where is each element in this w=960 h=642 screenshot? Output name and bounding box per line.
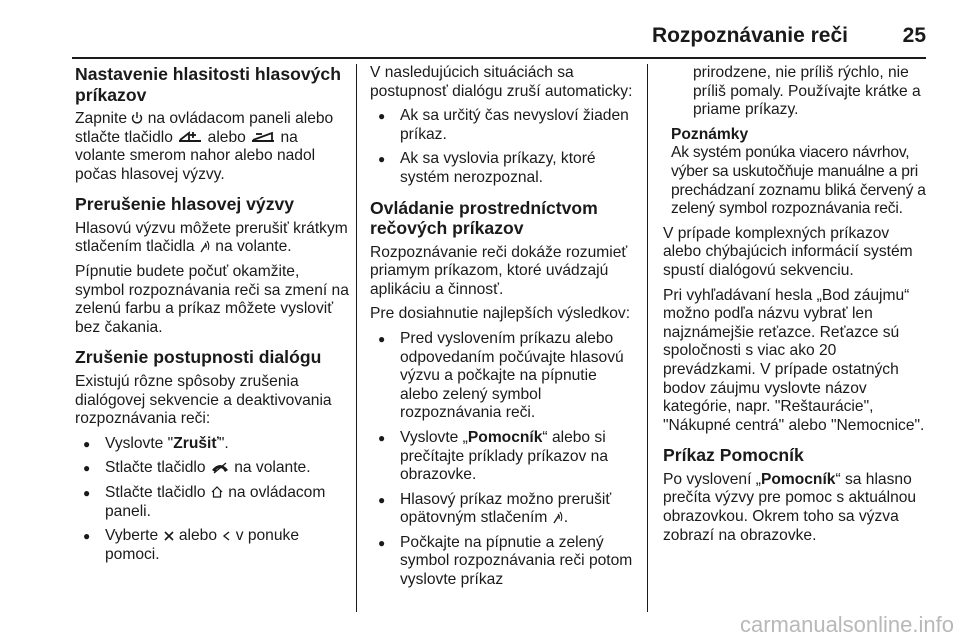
voice-icon [199, 239, 211, 253]
column-3 [663, 64, 931, 551]
hang-up-icon [210, 462, 230, 474]
page-title: Rozpoznávanie reči [651, 24, 848, 47]
list-item: ● Vyslovte „Pomocník“ alebo si prečítajte príklady príkazov na obrazovke. [370, 429, 636, 485]
cancel-list [75, 435, 349, 565]
heading-control: Ovládanie prostredníctvom rečových príkazov [370, 197, 598, 239]
paragraph-poi: Pri vyhľadávaní hesla „Bod záujmu“ možno podľa názvu vybrať len najznámejšie reťazce. Reťazce sú spoločnosti s viac ako 20 prevádzkami. V prípade ostatných bodov záujmu vyslovte názov kategórie, napr. "Reštaurácie", "Nákupné centrá" alebo "Nemocnice". [663, 286, 925, 434]
auto-cancel-list [370, 107, 636, 187]
paragraph-beep: Pípnutie budete počuť okamžite, symbol rozpoznávania reči sa zmení na zelenú farbu a príkaz môžete vysloviť bez čakania. [75, 263, 349, 336]
voice-icon [552, 510, 564, 524]
note-text: Ak systém ponúka viacero návrhov, výber sa uskutočňuje manuálne a pri prechádzaní zoznamu bliká červený a zelený symbol rozpoznávania reči. [671, 144, 926, 218]
paragraph-cancel: Existujú rôzne spôsoby zrušenia dialógovej sekvencie a deaktivovania rozpoznávania reči: [75, 372, 332, 428]
paragraph-control: Rozpoznávanie reči dokáže rozumieť priamym príkazom, ktoré uvádzajú aplikáciu a činnosť. [370, 243, 628, 298]
tips-list [370, 330, 636, 590]
list-item: ● Hlasový príkaz možno prerušiť opätovným stlačením . [370, 491, 636, 528]
column-1 [75, 64, 349, 570]
watermark: carmanualsonline.info [739, 612, 954, 637]
page-number: 25 [902, 24, 926, 47]
list-item: ● Stlačte tlačidlo na ovládacom paneli. [75, 484, 349, 521]
paragraph-best: Pre dosiahnutie najlepších výsledkov: [370, 305, 631, 323]
column-divider [356, 64, 357, 612]
heading-interrupt: Prerušenie hlasovej výzvy [75, 194, 295, 215]
volume-down-icon [250, 130, 276, 144]
back-icon [221, 530, 231, 542]
note-title: Poznámky [671, 125, 749, 143]
heading-help: Príkaz Pomocník [663, 445, 804, 466]
paragraph-help: Po vyslovení „Pomocník“ sa hlasno prečíta výzvy pre pomoc s aktuálnou obrazovkou. Okrem toho sa výzva zobrazí na obrazovke. [663, 470, 917, 544]
paragraph-complex: V prípade komplexných príkazov alebo chýbajúcich informácií systém spustí dialógovú sekvenciu. [663, 224, 913, 279]
list-item: ● Stlačte tlačidlo na volante. [75, 459, 349, 478]
bullet-continuation: prirodzene, nie príliš rýchlo, nie príliš pomaly. Používajte krátke a priame príkazy. [693, 64, 921, 119]
paragraph-volume: Zapnite na ovládacom paneli alebo stlačte tlačidlo alebo na volante smerom nahor alebo nadol počas hlasovej výzvy. [75, 110, 334, 183]
list-item: ● Počkajte na pípnutie a zelený symbol rozpoznávania reči potom vyslovte príkaz [370, 534, 636, 590]
paragraph-interrupt: Hlasovú výzvu môžete prerušiť krátkym stlačením tlačidla na volante. [75, 219, 348, 256]
header-rule [72, 57, 926, 59]
list-item: ● Ak sa vyslovia príkazy, ktoré systém nerozpoznal. [370, 150, 636, 187]
volume-up-icon [177, 130, 203, 144]
heading-cancel: Zrušenie postupnosti dialógu [75, 347, 322, 368]
list-item: ● Pred vyslovením príkazu alebo odpovedaním počúvajte hlasovú výzvu a počkajte na pípnutie alebo zelený symbol rozpoznávania reči. [370, 330, 636, 423]
list-item: ● Vyslovte "Zrušiť". [75, 435, 349, 454]
close-icon [163, 530, 175, 542]
list-item: ● Vyberte alebo v ponuke pomoci. [75, 527, 349, 564]
column-2 [370, 64, 636, 596]
home-icon [210, 485, 224, 499]
page-header [0, 0, 960, 60]
paragraph-auto: V nasledujúcich situáciách sa postupnosť dialógu zruší automaticky: [370, 64, 633, 100]
list-item: ● Ak sa určitý čas nevysloví žiaden príkaz. [370, 107, 636, 144]
power-icon [131, 111, 143, 125]
column-divider [647, 64, 648, 612]
heading-volume: Nastavenie hlasitosti hlasových príkazov [75, 64, 341, 105]
